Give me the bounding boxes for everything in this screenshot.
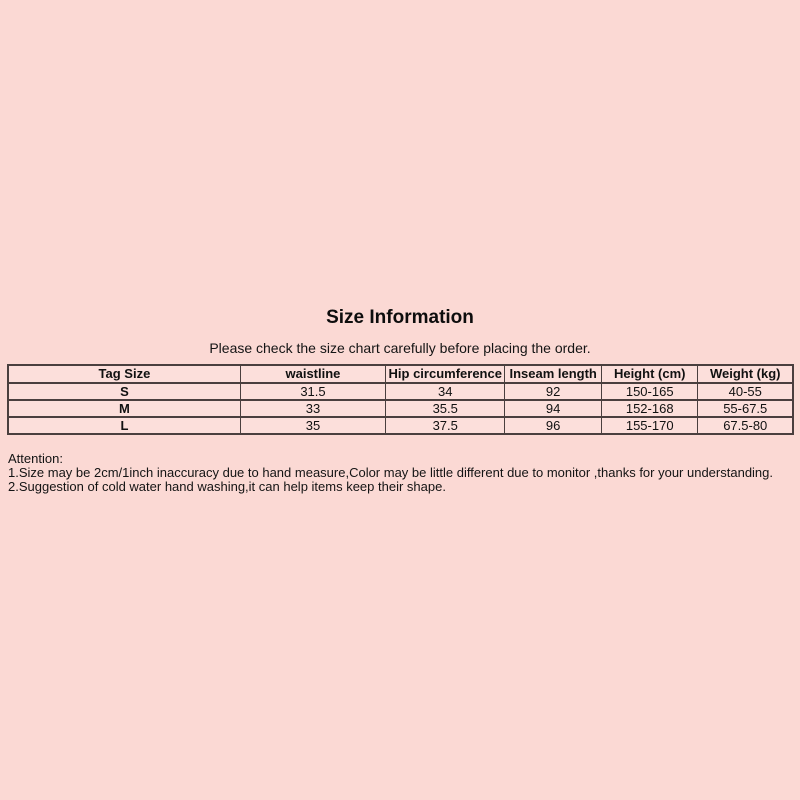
col-header-hip-circumference: Hip circumference [386, 365, 505, 383]
col-header-height: Height (cm) [601, 365, 698, 383]
cell-weight: 67.5-80 [698, 417, 793, 434]
cell-size-label: M [8, 400, 240, 417]
cell-height: 150-165 [601, 383, 698, 400]
cell-hip-circumference: 35.5 [386, 400, 505, 417]
table-row-s [8, 383, 793, 400]
page-title: Size Information [326, 307, 474, 328]
table-header-row [8, 365, 793, 383]
col-header-inseam-length: Inseam length [505, 365, 602, 383]
cell-weight: 55-67.5 [698, 400, 793, 417]
col-header-waistline: waistline [240, 365, 385, 383]
cell-waistline: 35 [240, 417, 385, 434]
cell-waistline: 31.5 [240, 383, 385, 400]
attention-section [8, 452, 792, 494]
cell-inseam-length: 96 [505, 417, 602, 434]
cell-height: 155-170 [601, 417, 698, 434]
cell-hip-circumference: 34 [386, 383, 505, 400]
cell-waistline: 33 [240, 400, 385, 417]
attention-line: 1.Size may be 2cm/1inch inaccuracy due to hand measure,Color may be little different due to monitor ,thanks for your understanding. [8, 465, 774, 480]
cell-inseam-length: 94 [505, 400, 602, 417]
size-chart-table [7, 364, 794, 435]
cell-hip-circumference: 37.5 [386, 417, 505, 434]
col-header-weight: Weight (kg) [698, 365, 793, 383]
page-subtitle: Please check the size chart carefully before placing the order. [209, 340, 591, 356]
attention-line: 2.Suggestion of cold water hand washing,it can help items keep their shape. [8, 479, 446, 494]
attention-heading: Attention: [8, 451, 63, 466]
table-row-m [8, 400, 793, 417]
table-row-l [8, 417, 793, 434]
cell-size-label: S [8, 383, 240, 400]
cell-inseam-length: 92 [505, 383, 602, 400]
cell-height: 152-168 [601, 400, 698, 417]
cell-weight: 40-55 [698, 383, 793, 400]
cell-size-label: L [8, 417, 240, 434]
col-header-tag-size: Tag Size [8, 365, 240, 383]
